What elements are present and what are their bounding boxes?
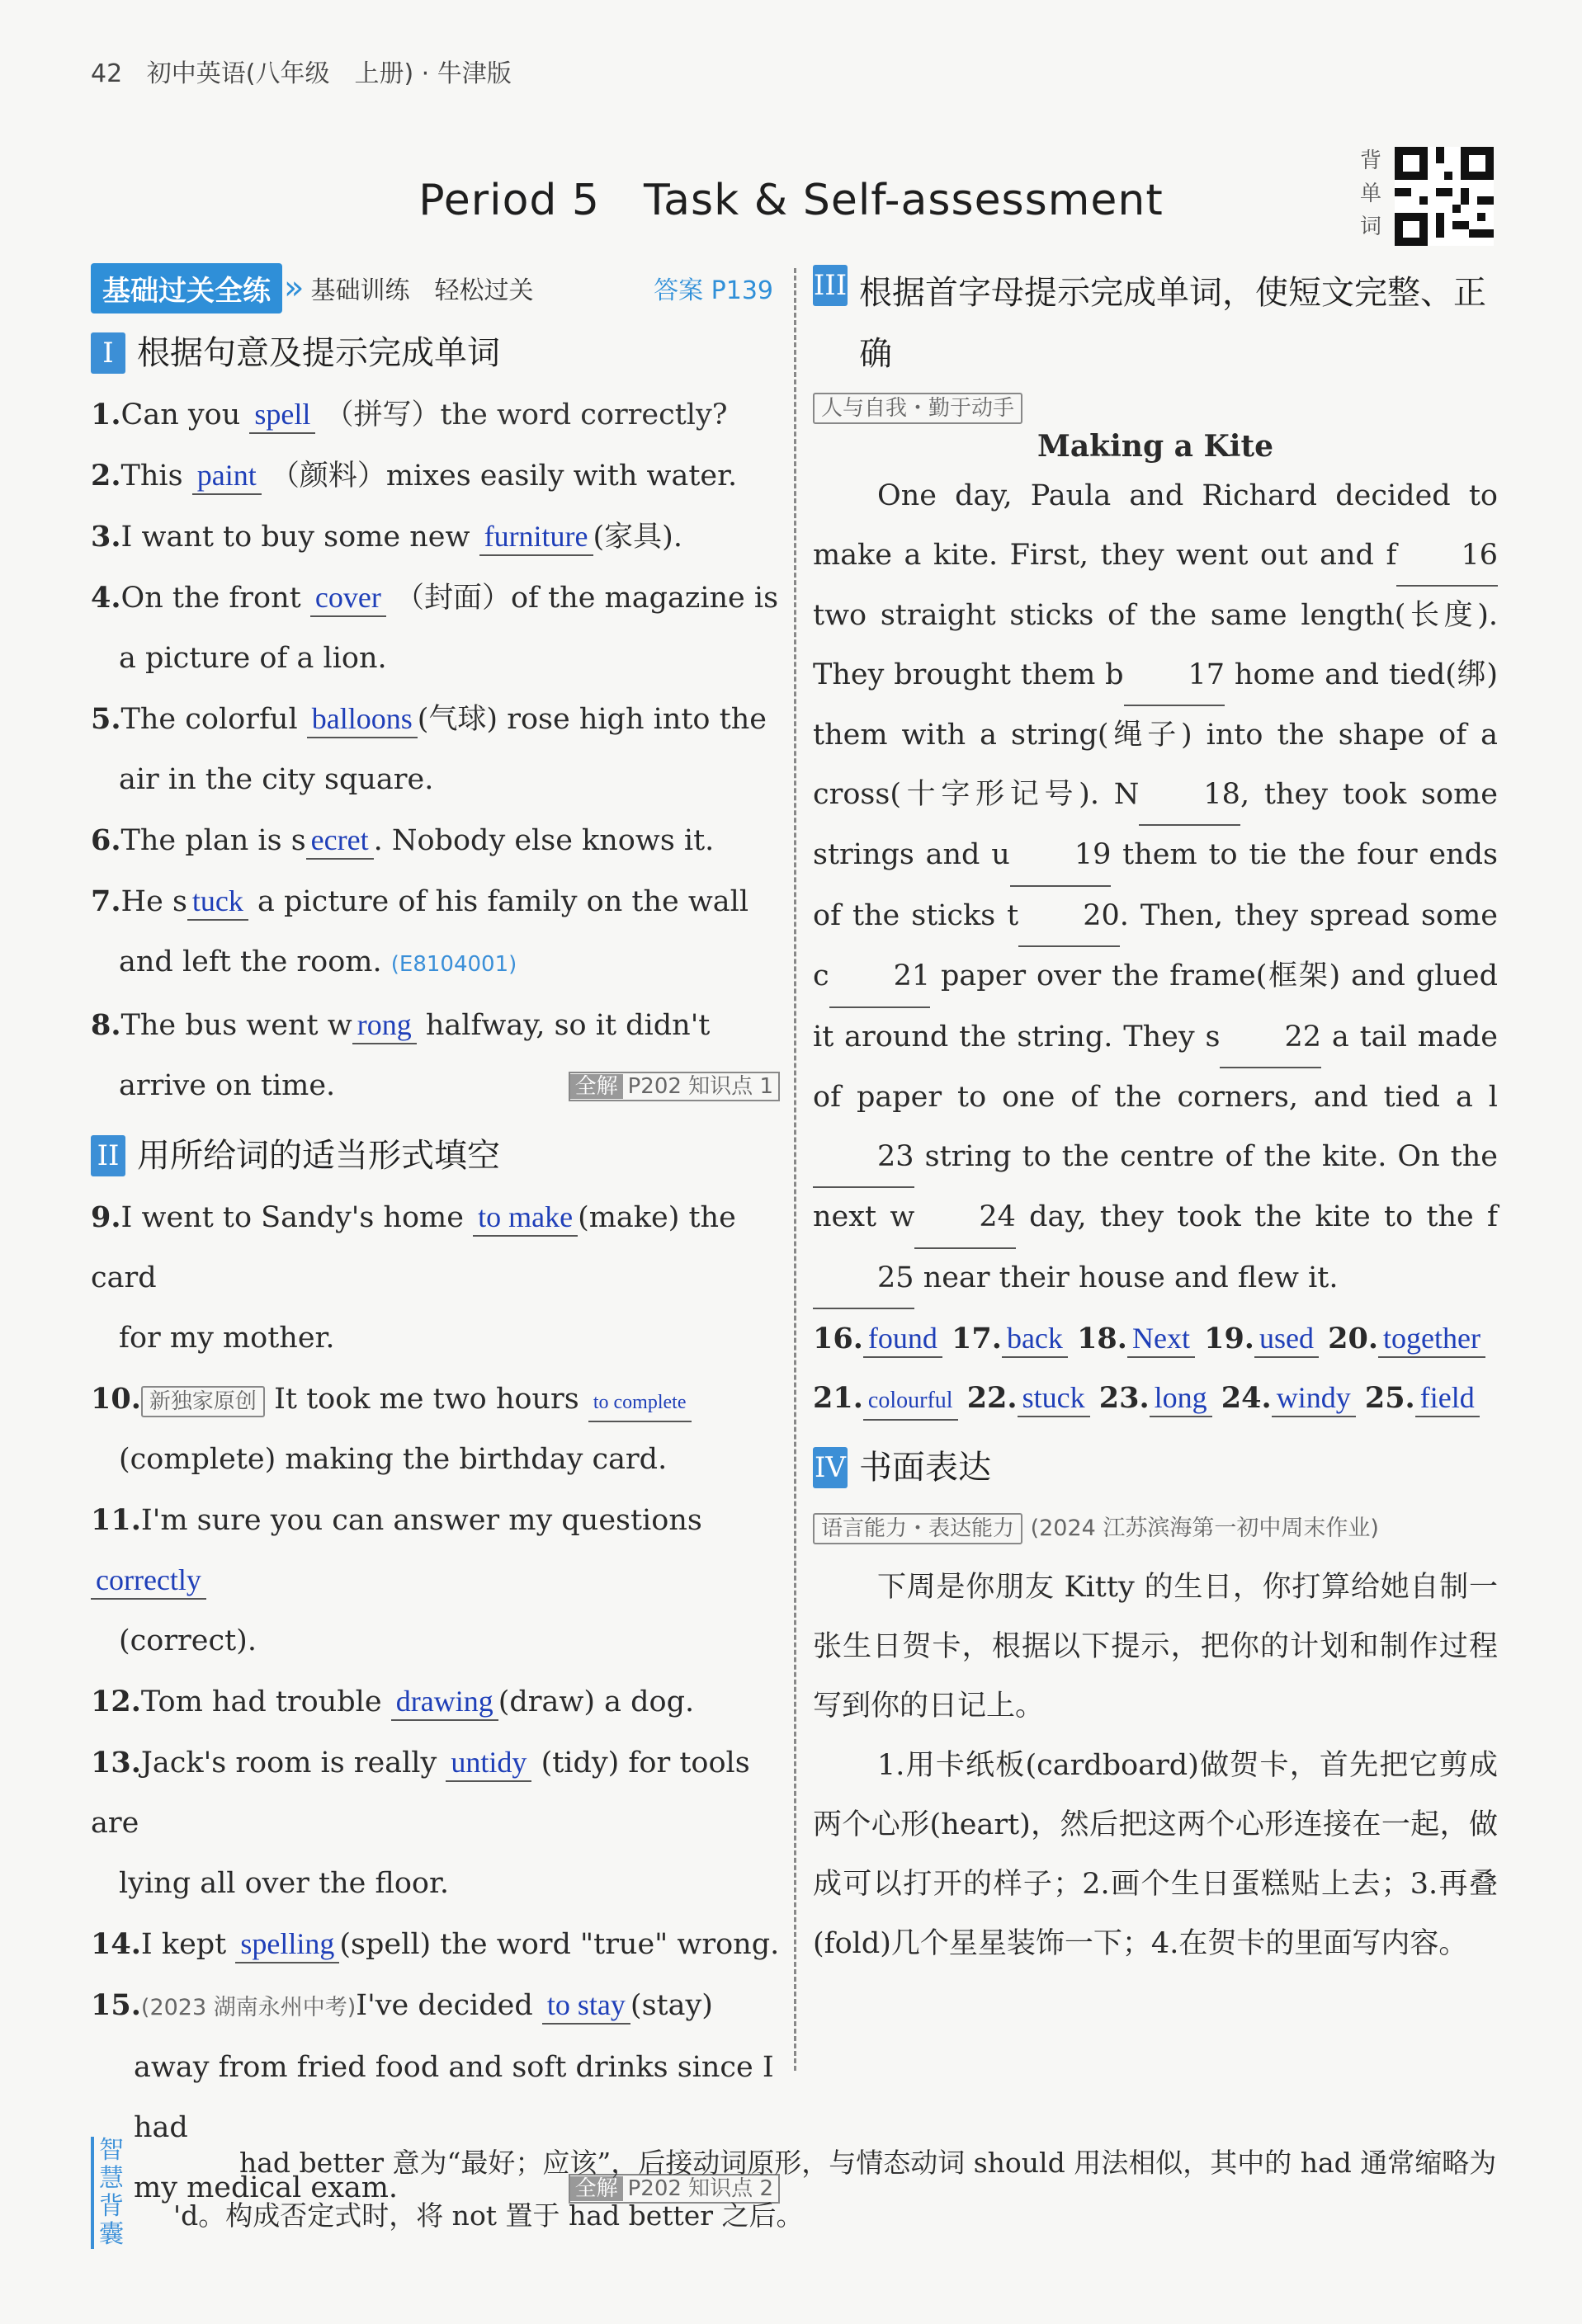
blank-24: 24 [914, 1188, 1016, 1249]
answer-reference: 答案 P139 [654, 276, 773, 305]
answer-word: cover [310, 579, 386, 617]
tip-label: 智慧背囊 [91, 2137, 129, 2249]
section-4-heading [813, 1445, 1498, 1491]
answer-word: tuck [187, 883, 248, 921]
exercise-tag: 新独家原创 [141, 1386, 265, 1417]
blank-16: 16 [1396, 526, 1498, 587]
exercise-item-13: 13.Jack's room is really untidy (tidy) for tools are lying all over the floor. [91, 1746, 750, 1900]
exercise-item-8: 8.The bus went w rong halfway, so it didn't arrive on time. 全解 P202 知识点 1 [91, 995, 780, 1116]
column-divider [794, 268, 796, 2071]
answer-word: to make [473, 1199, 578, 1237]
qr-code-icon[interactable] [1395, 147, 1494, 246]
roman-numeral-1: I [91, 332, 125, 374]
answer-word: furniture [479, 518, 593, 556]
blank-17: 17 [1124, 646, 1225, 707]
exercise-source: (2023 湖南永州中考) [140, 1995, 357, 2020]
section-2-title: 用所给词的适当形式填空 [137, 1137, 500, 1175]
section-3-tag: 人与自我・勤于动手 [813, 393, 1022, 424]
section-4-source: (2024 江苏滨海第一初中周末作业) [1030, 1516, 1379, 1541]
writing-hints: 1.用卡纸板(cardboard)做贺卡，首先把它剪成两个心形(heart)，然后把这两个心形连接在一起，做成可以打开的样子；2.画个生日蛋糕贴上去；3.再叠(fold)几个星星装饰一下；4.在贺卡的里面写内容。 [813, 1749, 1498, 1960]
exercise-item-9: 9.I went to Sandy's home to make (make) the card for my mother. [91, 1200, 736, 1355]
blank-19: 19 [1010, 826, 1112, 887]
roman-numeral-2: II [91, 1135, 125, 1176]
section-4-tag: 语言能力・表达能力 [813, 1513, 1022, 1544]
section-4-title: 书面表达 [859, 1449, 991, 1487]
double-chevron-icon: » [284, 269, 305, 307]
banner-subtitle: 基础训练 轻松过关 [310, 276, 534, 305]
exercise-item-15: 15.(2023 湖南永州中考)I've decided to stay (stay) away from fried food and soft drinks since I had my medical exam. 全解 P202 知识点 2 [91, 1975, 780, 2218]
blank-23: 23 [813, 1128, 914, 1189]
exercise-item-1: 1.Can you spell （拼写）the word correctly? [91, 384, 780, 445]
left-column [91, 262, 780, 2218]
banner-tag: 基础过关全练 [91, 263, 282, 313]
book-title: 初中英语(八年级 上册) · 牛津版 [146, 59, 512, 88]
section-1-heading [91, 330, 780, 376]
right-column [813, 262, 1498, 1973]
exercise-code: (E8104001) [390, 952, 517, 977]
answer-word: balloons [307, 700, 418, 738]
blank-20: 20 [1018, 887, 1120, 948]
answer-word: to complete [588, 1384, 692, 1422]
section-banner [91, 262, 780, 313]
answer-word: untidy [446, 1744, 531, 1782]
answer-word: ecret [306, 822, 374, 860]
roman-numeral-4: IV [813, 1447, 848, 1488]
section-3-heading [813, 262, 1498, 384]
blank-21: 21 [829, 947, 931, 1008]
answer-line: 16. found 17. back 18. Next 19. used 20. together 21. colourful 22. stuck 23. long 24. windy 25. field [813, 1309, 1498, 1428]
exercise-item-10: 10. 新独家原创 It took me two hours to complete (complete) making the birthday card. [91, 1369, 780, 1490]
answer-word: correctly [91, 1562, 206, 1600]
explanation-reference[interactable]: 全解 P202 知识点 1 [569, 1072, 780, 1101]
answer-word: rong [352, 1006, 417, 1044]
answer-word: to stay [542, 1987, 630, 2025]
tip-text: had better 意为“最好；应该”，后接动词原形，与情态动词 should 用法相似，其中的 had 通常缩略为 'd。构成否定式时，将 not 置于 had better 之后。 [173, 2147, 1497, 2232]
story-title: Making a Kite [1037, 429, 1274, 464]
answer-word: spelling [235, 1926, 339, 1963]
section-2-heading [91, 1133, 780, 1179]
explanation-reference[interactable]: 全解 P202 知识点 2 [569, 2174, 780, 2204]
answer-word: drawing [391, 1683, 498, 1721]
exercise-item-4: 4.On the front cover （封面）of the magazine is a picture of a lion. [91, 581, 779, 675]
blank-18: 18 [1139, 766, 1240, 827]
answer-word: spell [249, 396, 315, 434]
answer-word: paint [192, 457, 262, 495]
tip-box [91, 2137, 1510, 2269]
page-header [91, 53, 512, 89]
period-title: Period 5 Task & Self-assessment [418, 176, 1164, 225]
blank-22: 22 [1220, 1008, 1321, 1069]
writing-prompt: 下周是你朋友 Kitty 的生日，你打算给她自制一张生日贺卡，根据以下提示，把你的计划和制作过程写到你的日记上。 [813, 1571, 1498, 1723]
exercise-item-2: 2.This paint （颜料）mixes easily with water. [91, 445, 780, 507]
page-number: 42 [91, 59, 123, 88]
qr-label: 背单词 [1360, 148, 1382, 239]
exercise-item-12: 12.Tom had trouble drawing (draw) a dog. [91, 1671, 780, 1732]
section-3-title: 根据首字母提示完成单词，使短文完整、正确 [859, 274, 1486, 373]
story-paragraph: One day, Paula and Richard decided to make a kite. First, they went out and f 16 two straight sticks of the same length(长度). They brought them b 17 home and tied(绑) them with a string(绳子) into the shape of a cross(十字形记号). N 18, they took some strings and u 19 them to tie the four ends of the sticks t 20. Then, they spread some c 21 paper over the frame(框架) and glued it around the string. They s 22 a tail made of paper to one of the corners, and tied a l23 string to the centre of the kite. On the next w 24 day, they took the kite to the f25 near their house and flew it. [813, 467, 1498, 1309]
section-1-title: 根据句意及提示完成单词 [137, 334, 500, 372]
exercise-item-14: 14.I kept spelling (spell) the word "true" wrong. [91, 1914, 780, 1975]
exercise-item-7: 7.He s tuck a picture of his family on the wall and left the room. (E8104001) [91, 884, 749, 978]
exercise-item-11: 11.I'm sure you can answer my questions correctly (correct). [91, 1503, 702, 1657]
exercise-item-6: 6.The plan is s ecret . Nobody else knows it. [91, 810, 780, 871]
blank-25: 25 [813, 1249, 914, 1310]
exercise-item-3: 3.I want to buy some new furniture (家具). [91, 507, 780, 568]
exercise-item-5: 5.The colorful balloons (气球) rose high into the air in the city square. [91, 702, 767, 796]
roman-numeral-3: III [813, 265, 848, 306]
